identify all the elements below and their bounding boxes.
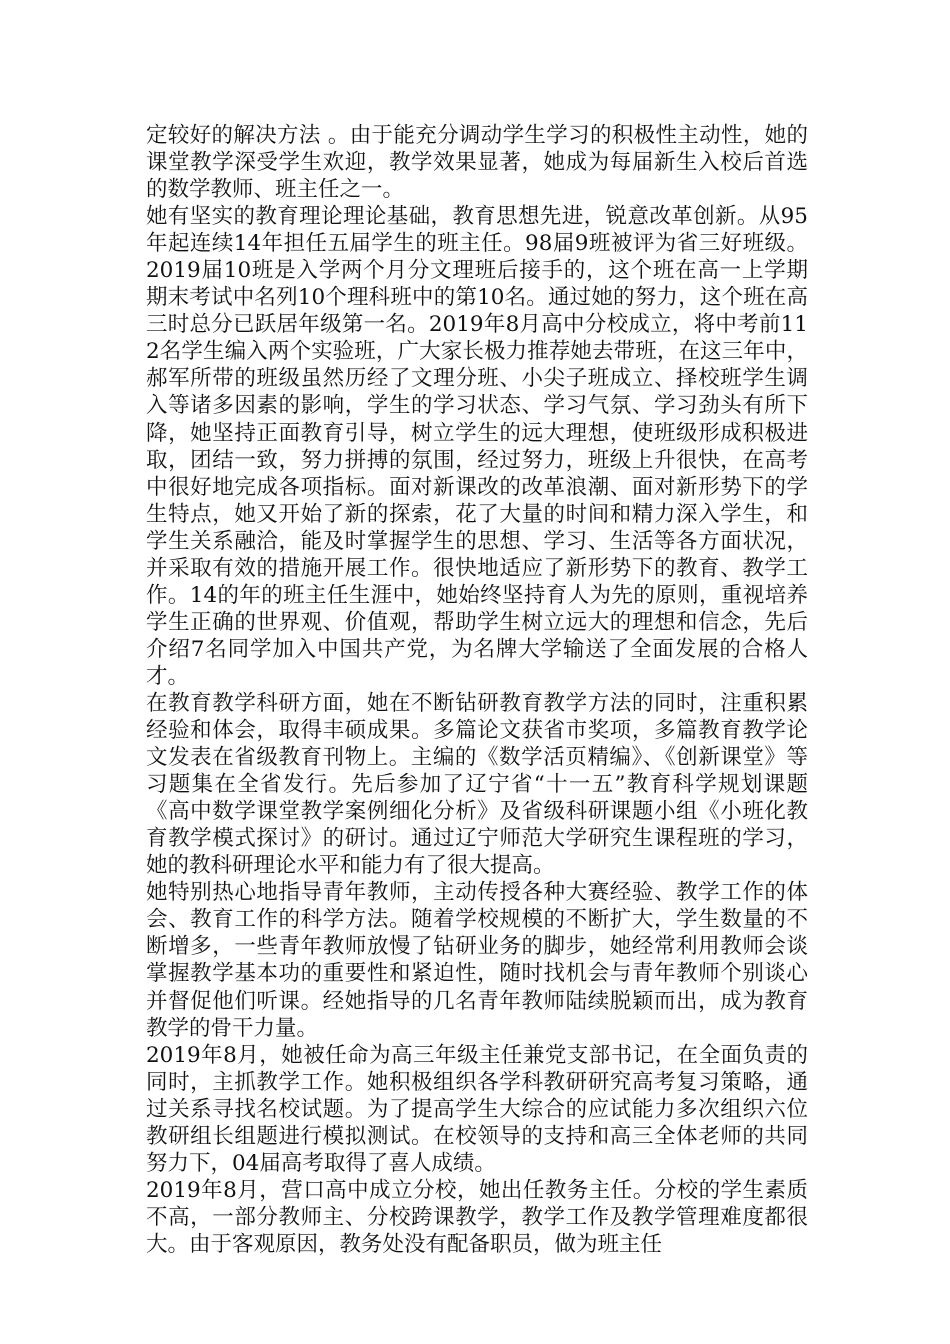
paragraph-teaching-effect: 定较好的解决方法 。由于能充分调动学生学习的积极性主动性，她的课堂教学深受学生欢迎，教学效果显著，她成为每届新生入校后首选的数学教师、班主任之一。 xyxy=(146,123,808,203)
document-body xyxy=(146,122,808,1258)
paragraph-academic-affairs: 2019年8月，营口高中成立分校，她出任教务主任。分校的学生素质不高，一部分教师主、分校跨课教学，教学工作及教学管理难度都很大。由于客观原因，教务处没有配备职员，做为班主任 xyxy=(146,1177,808,1257)
paragraph-class-teacher-career: 她有坚实的教育理论理论基础，教育思想先进，锐意改革创新。从95年起连续14年担任五届学生的班主任。98届9班被评为省三好班级。 2019届10班是入学两个月分文理班后接手的，这个班在高一上学期期末考试中名列10个理科班中的第10名。通过她的努力，这个班在高三时总分已跃居年级第一名。2019年8月高中分校成立，将中考前112名学生编入两个实验班，广大家长极力推荐她去带班，在这三年中，郝军所带的班级虽然历经了文理分班、小尖子班成立、择校班学生调入等诸多因素的影响，学生的学习状态、学习气氛、学习劲头有所下降，她坚持正面教育引导，树立学生的远大理想，使班级形成积极进取，团结一致，努力拼搏的氛围，经过努力，班级上升很快，在高考中很好地完成各项指标。面对新课改的改革浪潮、面对新形势下的学生特点，她又开始了新的探索，花了大量的时间和精力深入学生，和学生关系融洽，能及时掌握学生的思想、学习、生活等各方面状况，并采取有效的措施开展工作。很快地适应了新形势下的教育、教学工作。14的年的班主任生涯中，她始终坚持育人为先的原则，重视培养学生正确的世界观、价值观，帮助学生树立远大的理想和信念，先后介绍7名同学加入中国共产党，为名牌大学输送了全面发展的合格人才。 xyxy=(146,204,808,689)
paragraph-mentoring-young-teachers: 她特别热心地指导青年教师，主动传授各种大赛经验、教学工作的体会、教育工作的科学方法。随着学校规模的不断扩大，学生数量的不断增多，一些青年教师放慢了钻研业务的脚步，她经常利用教师会谈掌握教学基本功的重要性和紧迫性，随时找机会与青年教师个别谈心并督促他们听课。经她指导的几名青年教师陆续脱颖而出，成为教育教学的骨干力量。 xyxy=(146,880,808,1041)
paragraph-grade-director: 2019年8月，她被任命为高三年级主任兼党支部书记，在全面负责的同时，主抓教学工作。她积极组织各学科教研研究高考复习策略，通过关系寻找名校试题。为了提高学生大综合的应试能力多次组织六位教研组长组题进行模拟测试。在校领导的支持和高三全体老师的共同努力下，04届高考取得了喜人成绩。 xyxy=(146,1042,808,1176)
paragraph-research-achievements: 在教育教学科研方面，她在不断钻研教育教学方法的同时，注重积累经验和体会，取得丰硕成果。多篇论文获省市奖项，多篇教育教学论文发表在省级教育刊物上。主编的《数学活页精编》、《创新课堂》等习题集在全省发行。先后参加了辽宁省“十一五”教育科学规划课题《高中数学课堂教学案例细化分析》及省级科研课题小组《小班化教育教学模式探讨》的研讨。通过辽宁师范大学研究生课程班的学习，她的教科研理论水平和能力有了很大提高。 xyxy=(146,690,808,879)
